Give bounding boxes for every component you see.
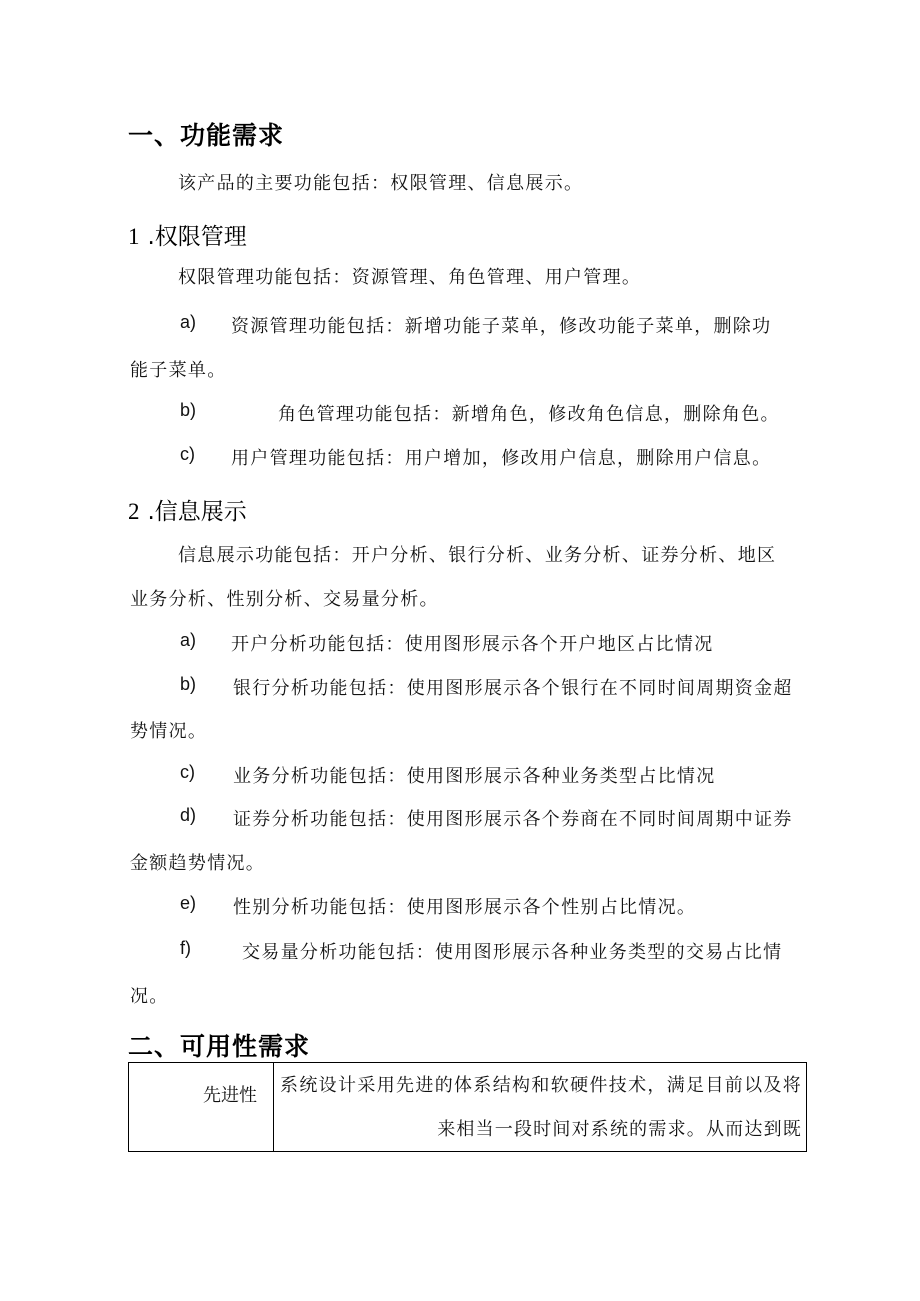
list-item-text: 银行分析功能包括：使用图形展示各个银行在不同时间周期资金超	[233, 678, 793, 699]
list-item-continuation: 况。	[130, 986, 169, 1007]
info-intro-line-1: 信息展示功能包括：开户分析、银行分析、业务分析、证券分析、地区	[178, 545, 777, 566]
list-item-label: c)	[180, 444, 195, 464]
list-item-text: 交易量分析功能包括：使用图形展示各种业务类型的交易占比情	[242, 942, 783, 963]
subsection-title-text: .权限管理	[147, 224, 247, 250]
list-item-label: a)	[180, 630, 197, 650]
section-1-intro: 该产品的主要功能包括：权限管理、信息展示。	[178, 173, 584, 194]
list-item-label: e)	[180, 893, 197, 913]
list-item-text: 用户管理功能包括：用户增加，修改用户信息，删除用户信息。	[231, 448, 772, 469]
list-item-text: 角色管理功能包括：新增角色，修改角色信息，删除角色。	[278, 404, 780, 425]
list-item-continuation: 势情况。	[130, 721, 208, 742]
description-line-2: 来相当一段时间对系统的需求。从而达到既	[437, 1119, 802, 1140]
table-cell-description	[274, 1063, 807, 1152]
list-item-text: 业务分析功能包括：使用图形展示各种业务类型占比情况	[233, 766, 716, 787]
table-row	[129, 1063, 807, 1152]
description-line-1: 系统设计采用先进的体系结构和软硬件技术，满足目前以及将	[280, 1075, 802, 1096]
subsection-number: 2	[128, 499, 140, 524]
list-item-continuation: 能子菜单。	[130, 360, 227, 381]
list-item-label: f)	[180, 938, 191, 958]
requirements-table	[128, 1062, 807, 1152]
list-item-text: 证券分析功能包括：使用图形展示各个券商在不同时间周期中证券	[233, 809, 793, 830]
permission-intro: 权限管理功能包括：资源管理、角色管理、用户管理。	[178, 267, 642, 288]
subsection-title-text: .信息展示	[147, 499, 247, 525]
list-item-text: 开户分析功能包括：使用图形展示各个开户地区占比情况	[231, 634, 714, 655]
list-item-text: 资源管理功能包括：新增功能子菜单，修改功能子菜单，删除功	[231, 316, 772, 337]
info-intro-line-2: 业务分析、性别分析、交易量分析。	[130, 589, 439, 610]
list-item-continuation: 金额趋势情况。	[130, 853, 266, 874]
subsection-info-title	[128, 493, 247, 526]
table-cell-label: 先进性	[129, 1063, 274, 1152]
section-1-title: 一、功能需求	[128, 121, 285, 150]
list-item-text: 性别分析功能包括：使用图形展示各个性别占比情况。	[233, 897, 697, 918]
list-item-label: c)	[180, 762, 195, 782]
list-item-label: b)	[180, 674, 197, 694]
list-item-label: d)	[180, 805, 197, 825]
subsection-number: 1	[128, 224, 140, 249]
subsection-permission-title	[128, 218, 247, 251]
section-2-title: 二、可用性需求	[128, 1032, 311, 1061]
list-item-label: a)	[180, 312, 197, 332]
list-item-label: b)	[180, 400, 197, 420]
